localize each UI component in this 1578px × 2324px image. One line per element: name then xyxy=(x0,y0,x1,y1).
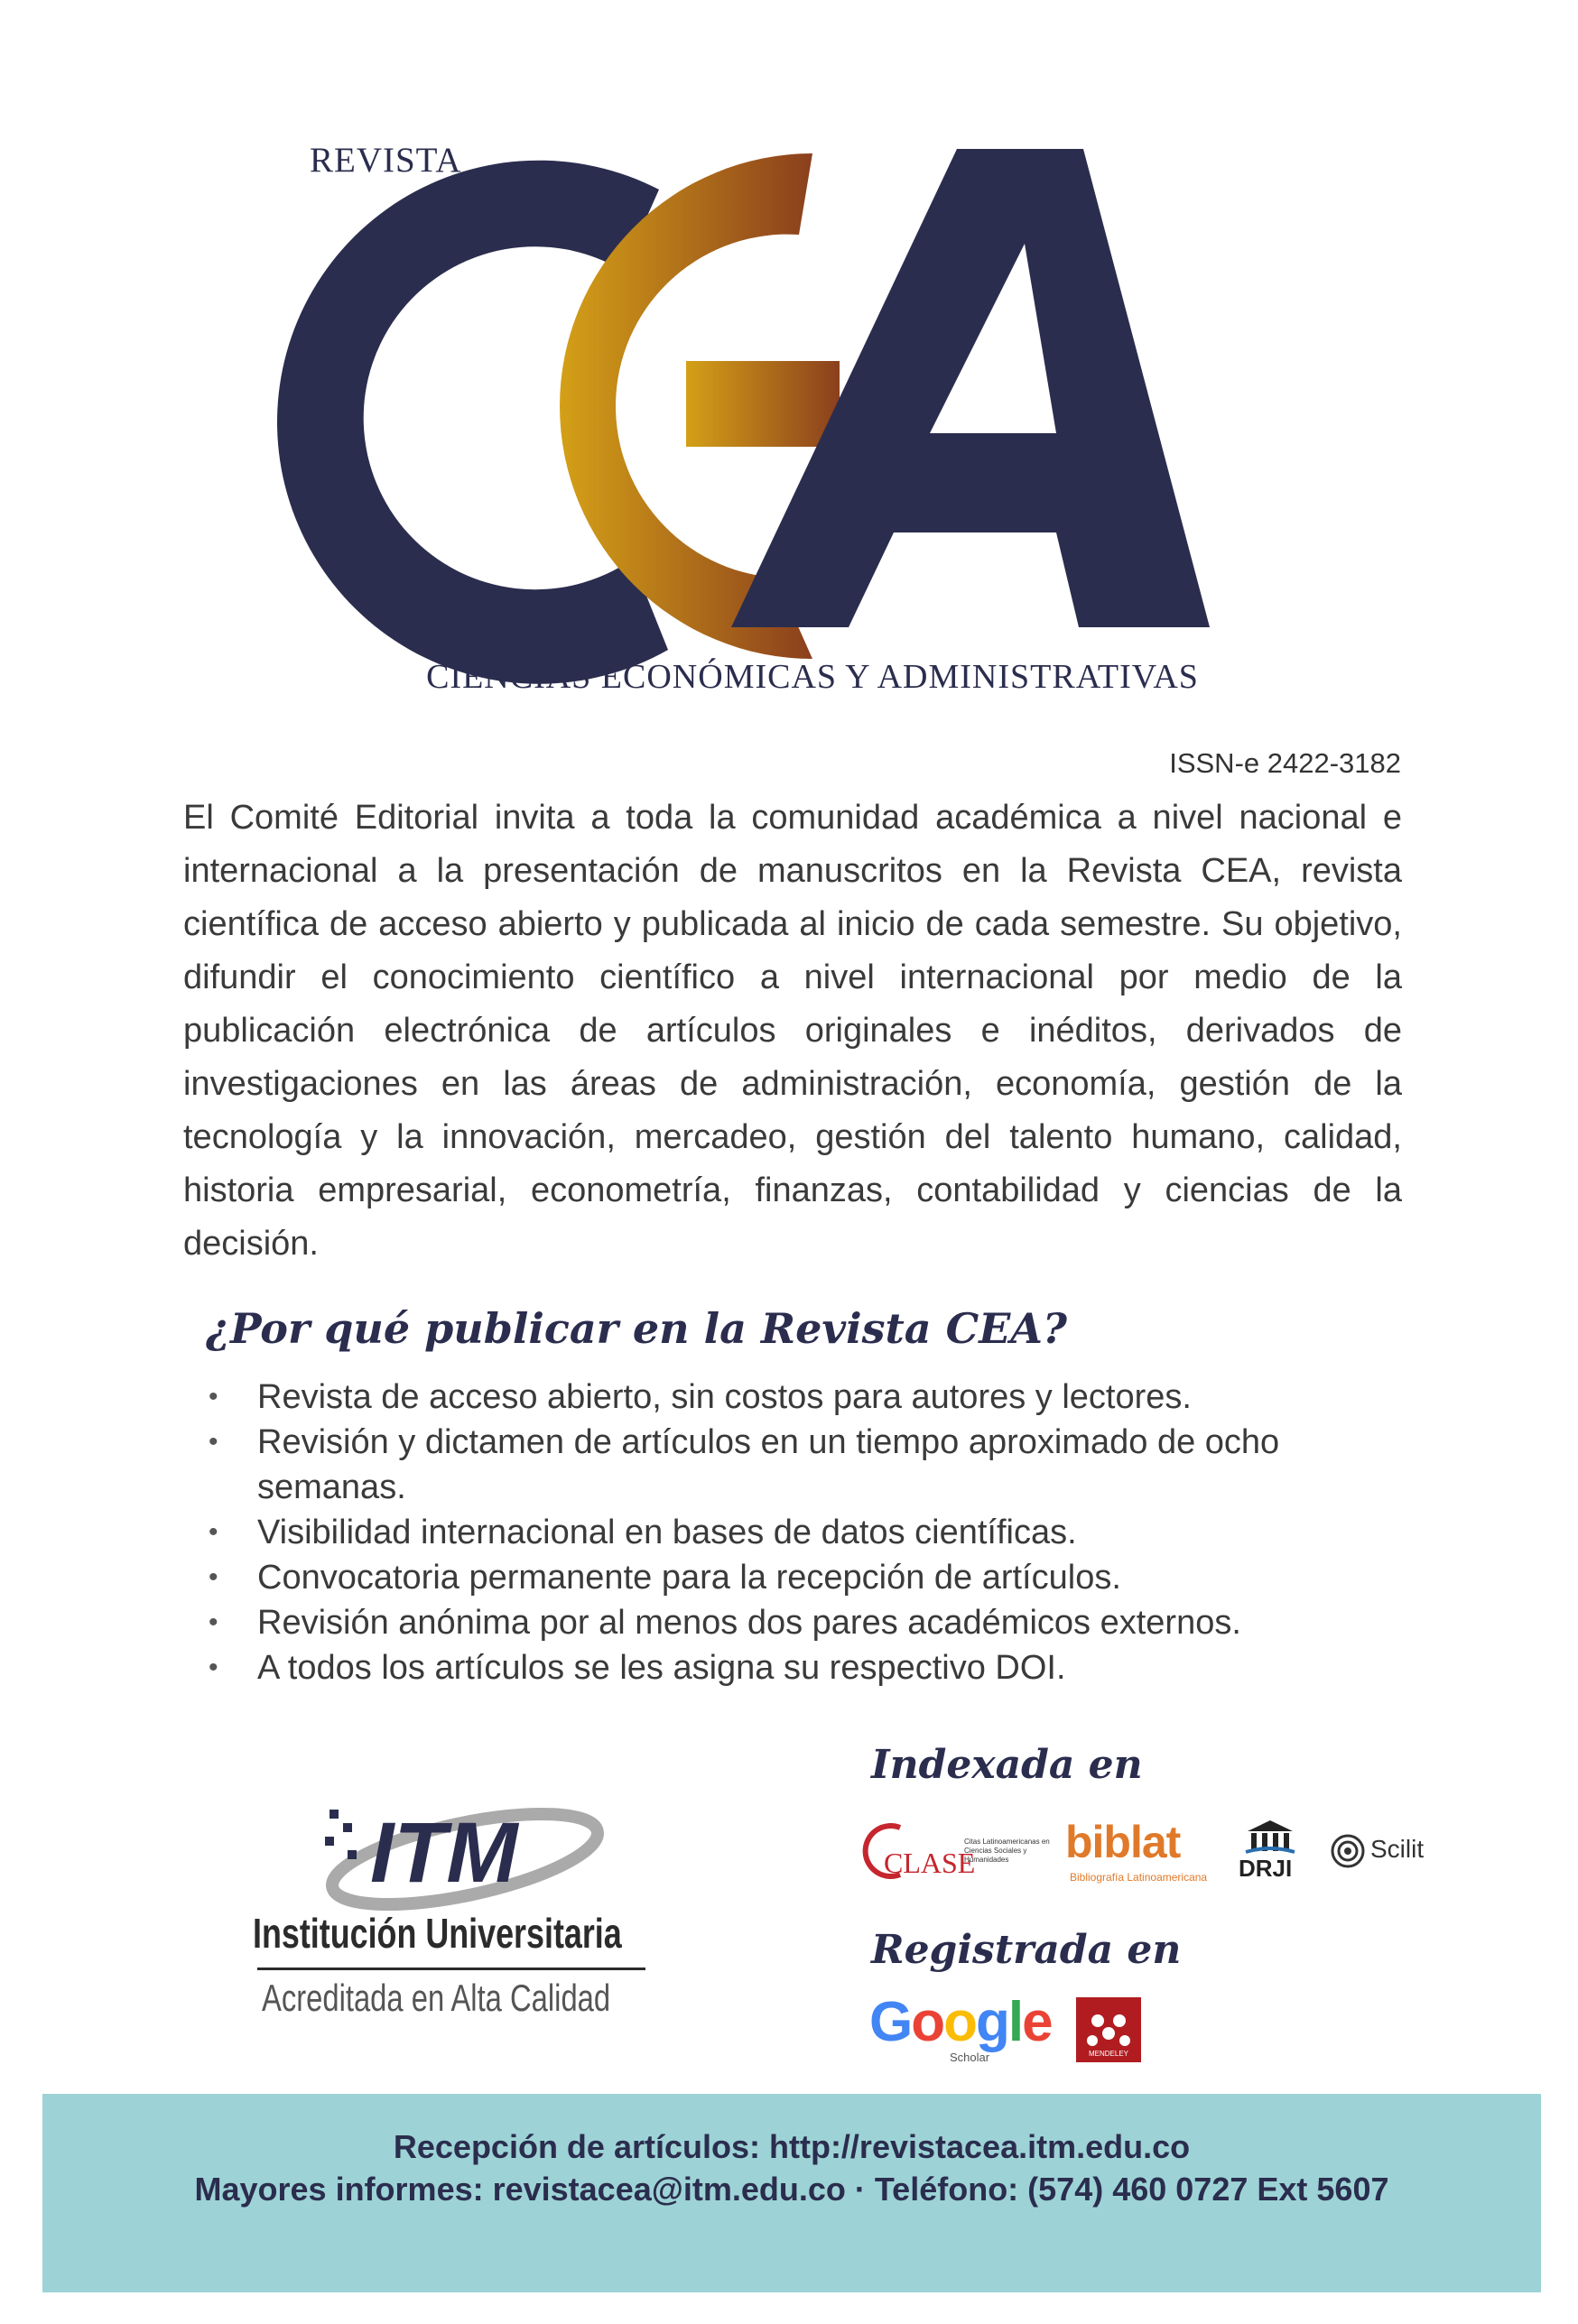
bullet-icon: • xyxy=(209,1382,218,1412)
biblat-subtitle: Bibliografía Latinoamericana xyxy=(1070,1871,1208,1884)
benefit-item: • Convocatoria permanente para la recepción de artículos. xyxy=(203,1555,1413,1600)
svg-text:ITM: ITM xyxy=(370,1805,518,1901)
indexed-title: Indexada en xyxy=(871,1742,1143,1788)
itm-logo xyxy=(311,1773,591,1909)
benefit-item: • Revisión anónima por al menos dos pares académicos externos. xyxy=(203,1600,1413,1645)
clase-subtitle: Citas Latinoamericanas en Ciencias Sociales y Humanidades xyxy=(964,1838,1050,1864)
drji-icon xyxy=(1239,1818,1302,1858)
why-publish-title: ¿Por qué publicar en la Revista CEA? xyxy=(206,1304,1067,1353)
bullet-icon: • xyxy=(209,1517,218,1547)
registered-title: Registrada en xyxy=(871,1927,1182,1973)
google-scholar-logo: Google xyxy=(869,1991,1052,2053)
scilit-icon xyxy=(1329,1832,1367,1870)
bullet-icon: • xyxy=(209,1427,218,1457)
footer-contact-line: Mayores informes: revistacea@itm.edu.co · Teléfono: (574) 460 0727 Ext 5607 xyxy=(194,2171,1389,2208)
google-scholar-subtitle: Scholar xyxy=(950,2051,990,2064)
bullet-icon: • xyxy=(209,1562,218,1592)
itm-divider xyxy=(257,1968,645,1970)
benefit-item: • A todos los artículos se les asigna su respectivo DOI. xyxy=(203,1645,1413,1690)
benefit-item: • Visibilidad internacional en bases de datos científicas. xyxy=(203,1510,1413,1555)
drji-label: DRJI xyxy=(1239,1855,1293,1882)
issn: ISSN-e 2422-3182 xyxy=(1169,747,1401,779)
clase-logo xyxy=(864,1819,976,1886)
itm-name: Institución Universitaria xyxy=(253,1910,622,1957)
logo-revista-word: REVISTA xyxy=(310,141,462,180)
revista-cea-logo xyxy=(307,135,1228,713)
benefits-list xyxy=(203,1375,1413,1690)
intro-paragraph: El Comité Editorial invita a toda la comunidad académica a nivel nacional e internacional a la presentación de manuscritos en la Revista CEA, revista científica de acceso abierto y publicada al inicio de cada semestre. Su objetivo, difundir el conocimiento científico a nivel internacional por medio de la publicación electrónica de artículos originales e inéditos, derivados de investigaciones en las áreas de administración, economía, gestión de la tecnología y la innovación, mercadeo, gestión del talento humano, calidad, historia empresarial, econometría, finanzas, contabilidad y ciencias de la decisión. xyxy=(183,799,1402,1263)
logo-subtitle: CIENCIAS ECONÓMICAS Y ADMINISTRATIVAS xyxy=(426,658,1199,696)
svg-text:CLASE: CLASE xyxy=(884,1847,976,1879)
mendeley-label: MENDELEY xyxy=(1088,2050,1128,2058)
clase-icon xyxy=(864,1819,976,1882)
bullet-icon: • xyxy=(209,1607,218,1637)
footer-submission-line: Recepción de artículos: http://revistacea.itm.edu.co xyxy=(393,2128,1191,2165)
bullet-icon: • xyxy=(209,1653,218,1682)
biblat-logo: biblat xyxy=(1065,1817,1181,1867)
scilit-label: Scilit xyxy=(1370,1835,1425,1863)
itm-accreditation: Acreditada en Alta Calidad xyxy=(262,1977,611,2019)
benefit-item: • Revista de acceso abierto, sin costos para autores y lectores. xyxy=(203,1375,1413,1420)
benefit-item: • Revisión y dictamen de artículos en un tiempo aproximado de ocho semanas. xyxy=(203,1420,1413,1510)
